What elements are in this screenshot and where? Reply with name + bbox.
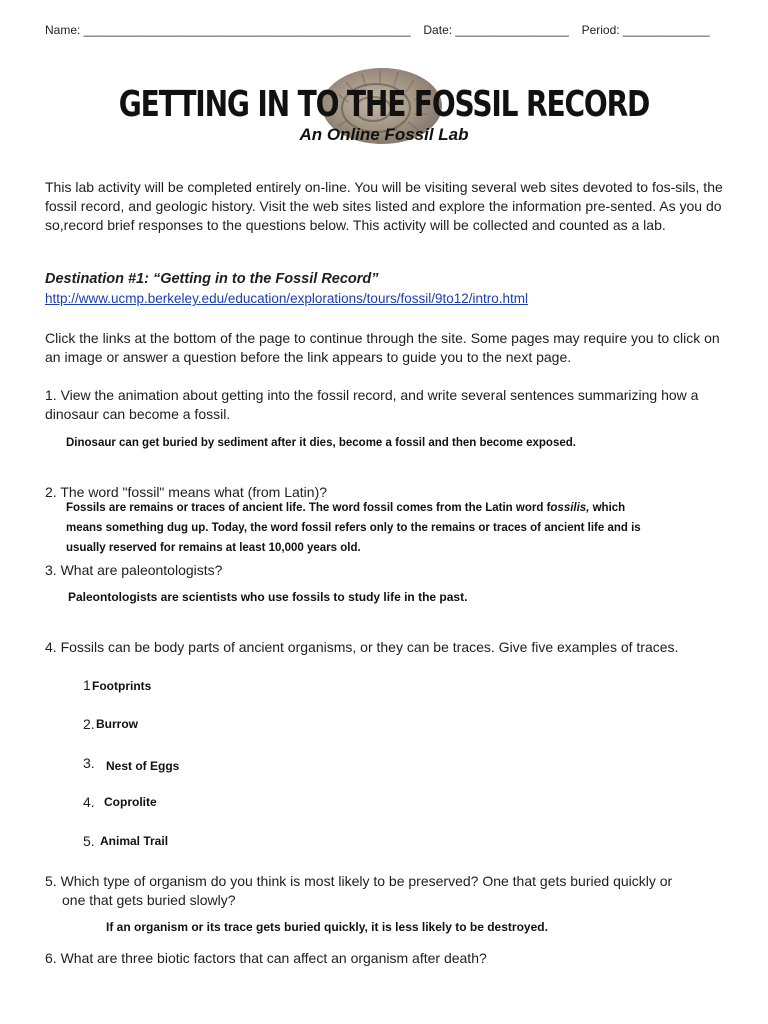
page-subtitle: An Online Fossil Lab xyxy=(299,125,469,144)
trace-number-1: 1 xyxy=(83,677,91,693)
trace-answer-5: Animal Trail xyxy=(100,834,169,848)
question-5: 5. Which type of organism do you think is most likely to be preserved? One that gets buried quickly or one that gets buried slowly? xyxy=(45,873,673,908)
trace-answer-2: Burrow xyxy=(96,717,138,731)
page-title: GETTING IN TO THE FOSSIL RECORD xyxy=(118,84,650,125)
question-2: 2. The word "fossil" means what (from Latin)? xyxy=(45,484,328,500)
instructions-paragraph: Click the links at the bottom of the page to continue through the site. Some pages may require you to click on an image or answer a question before the link appears to guide you to the next page. xyxy=(45,330,720,365)
trace-number-3: 3. xyxy=(83,755,95,771)
destination-heading: Destination #1: “Getting in to the Fossil Record” xyxy=(45,271,379,287)
period-field[interactable]: Period: _____________ xyxy=(581,23,710,37)
intro-paragraph: This lab activity will be completed entirely on-line. You will be visiting several web sites devoted to fos-sils, the fossil record, and geologic history. Visit the web sites listed and explore the information pre-sented. As you do so,record brief responses to the questions below. This activity will be collected and counted as a lab. xyxy=(45,179,723,233)
question-4: 4. Fossils can be body parts of ancient organisms, or they can be traces. Give five examples of traces. xyxy=(45,639,679,655)
answer-1: Dinosaur can get buried by sediment after it dies, become a fossil and then become exposed. xyxy=(66,437,576,449)
trace-number-5: 5. xyxy=(83,833,95,849)
answer-2-line-3: usually reserved for remains at least 10,000 years old. xyxy=(66,542,361,554)
date-field[interactable]: Date: _________________ xyxy=(423,23,569,37)
answer-3: Paleontologists are scientists who use fossils to study life in the past. xyxy=(68,590,468,604)
trace-answer-4: Coprolite xyxy=(104,795,157,809)
trace-answer-3: Nest of Eggs xyxy=(106,759,180,773)
question-6: 6. What are three biotic factors that can affect an organism after death? xyxy=(45,950,487,966)
answer-5: If an organism or its trace gets buried quickly, it is less likely to be destroyed. xyxy=(106,920,548,934)
student-info-header xyxy=(45,23,725,37)
question-3: 3. What are paleontologists? xyxy=(45,562,223,578)
answer-2-line-2: means something dug up. Today, the word fossil refers only to the remains or traces of ancient life and is xyxy=(66,522,641,534)
destination-link[interactable]: http://www.ucmp.berkeley.edu/education/explorations/tours/fossil/9to12/intro.html xyxy=(45,291,529,306)
trace-number-2: 2. xyxy=(83,716,95,732)
name-field[interactable]: Name: _________________________________________________ xyxy=(45,23,411,37)
trace-answer-1: Footprints xyxy=(92,679,152,693)
trace-number-4: 4. xyxy=(83,794,95,810)
answer-2-line-1: Fossils are remains or traces of ancient life. The word fossil comes from the Latin word fossilis, which xyxy=(66,502,626,514)
question-1: 1. View the animation about getting into the fossil record, and write several sentences summarizing how a dinosaur can become a fossil. xyxy=(45,387,699,422)
